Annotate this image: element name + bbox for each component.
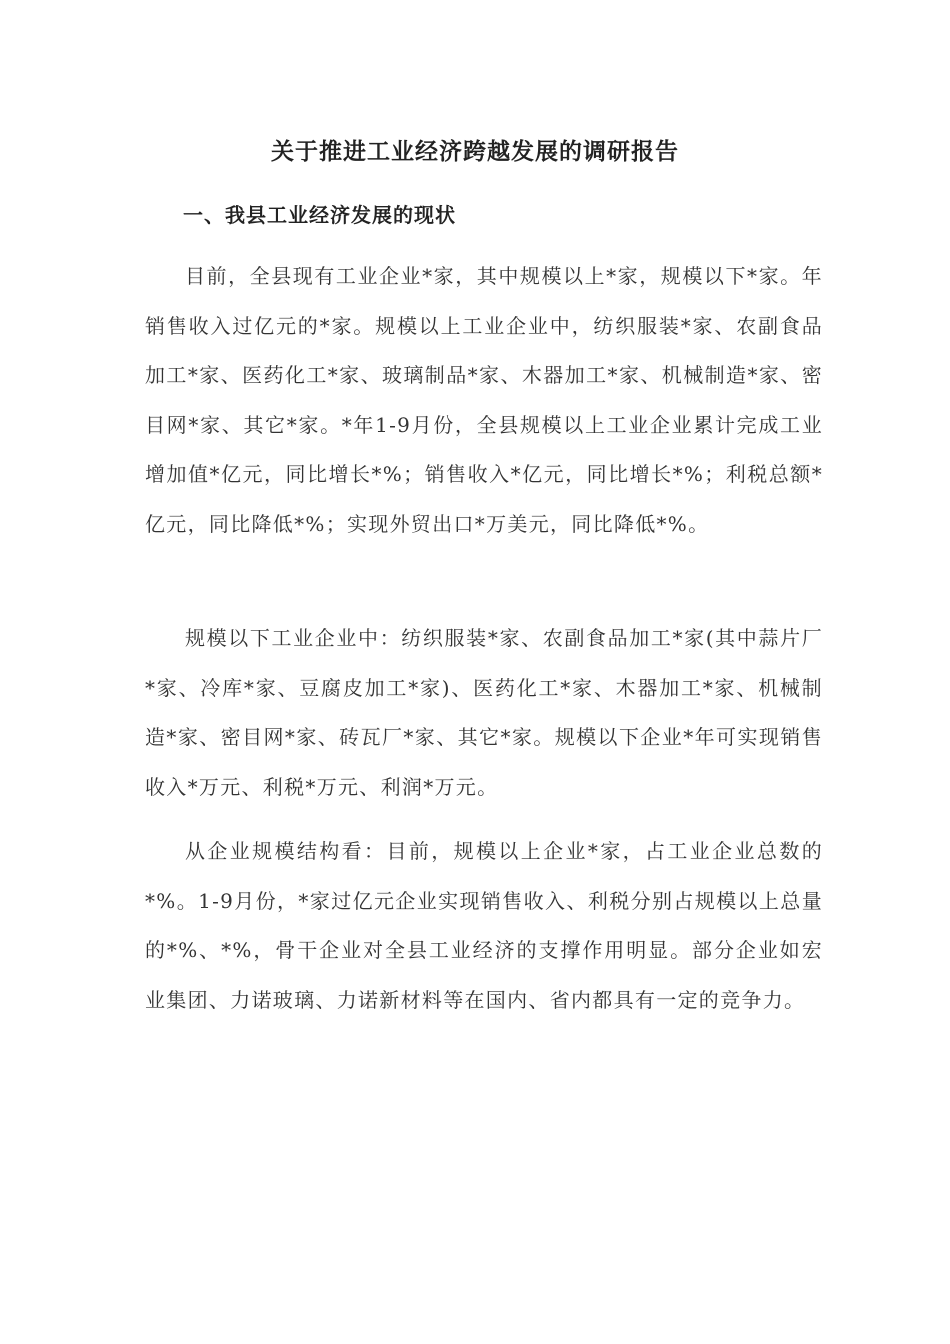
- body-paragraph-1: 目前，全县现有工业企业*家，其中规模以上*家，规模以下*家。年销售收入过亿元的*家。规模以上工业企业中，纺织服装*家、农副食品加工*家、医药化工*家、玻璃制品*家、木器加工*家、机械制造*家、密目网*家、其它*家。*年1-9月份，全县规模以上工业企业累计完成工业增加值*亿元，同比增长*%；销售收入*亿元，同比增长*%；利税总额*亿元，同比降低*%；实现外贸出口*万美元，同比降低*%。: [145, 264, 823, 536]
- section-heading: 一、我县工业经济发展的现状: [183, 203, 456, 227]
- body-paragraph-3: 从企业规模结构看：目前，规模以上企业*家，占工业企业总数的*%。1-9月份，*家过亿元企业实现销售收入、利税分别占规模以上总量的*%、*%，骨干企业对全县工业经济的支撑作用明显。部分企业如宏业集团、力诺玻璃、力诺新材料等在国内、省内都具有一定的竞争力。: [145, 839, 823, 1012]
- document-title: 关于推进工业经济跨越发展的调研报告: [271, 139, 679, 165]
- body-paragraph-2: 规模以下工业企业中：纺织服装*家、农副食品加工*家(其中蒜片厂*家、冷库*家、豆腐皮加工*家)、医药化工*家、木器加工*家、机械制造*家、密目网*家、砖瓦厂*家、其它*家。规模以下企业*年可实现销售收入*万元、利税*万元、利润*万元。: [145, 626, 823, 799]
